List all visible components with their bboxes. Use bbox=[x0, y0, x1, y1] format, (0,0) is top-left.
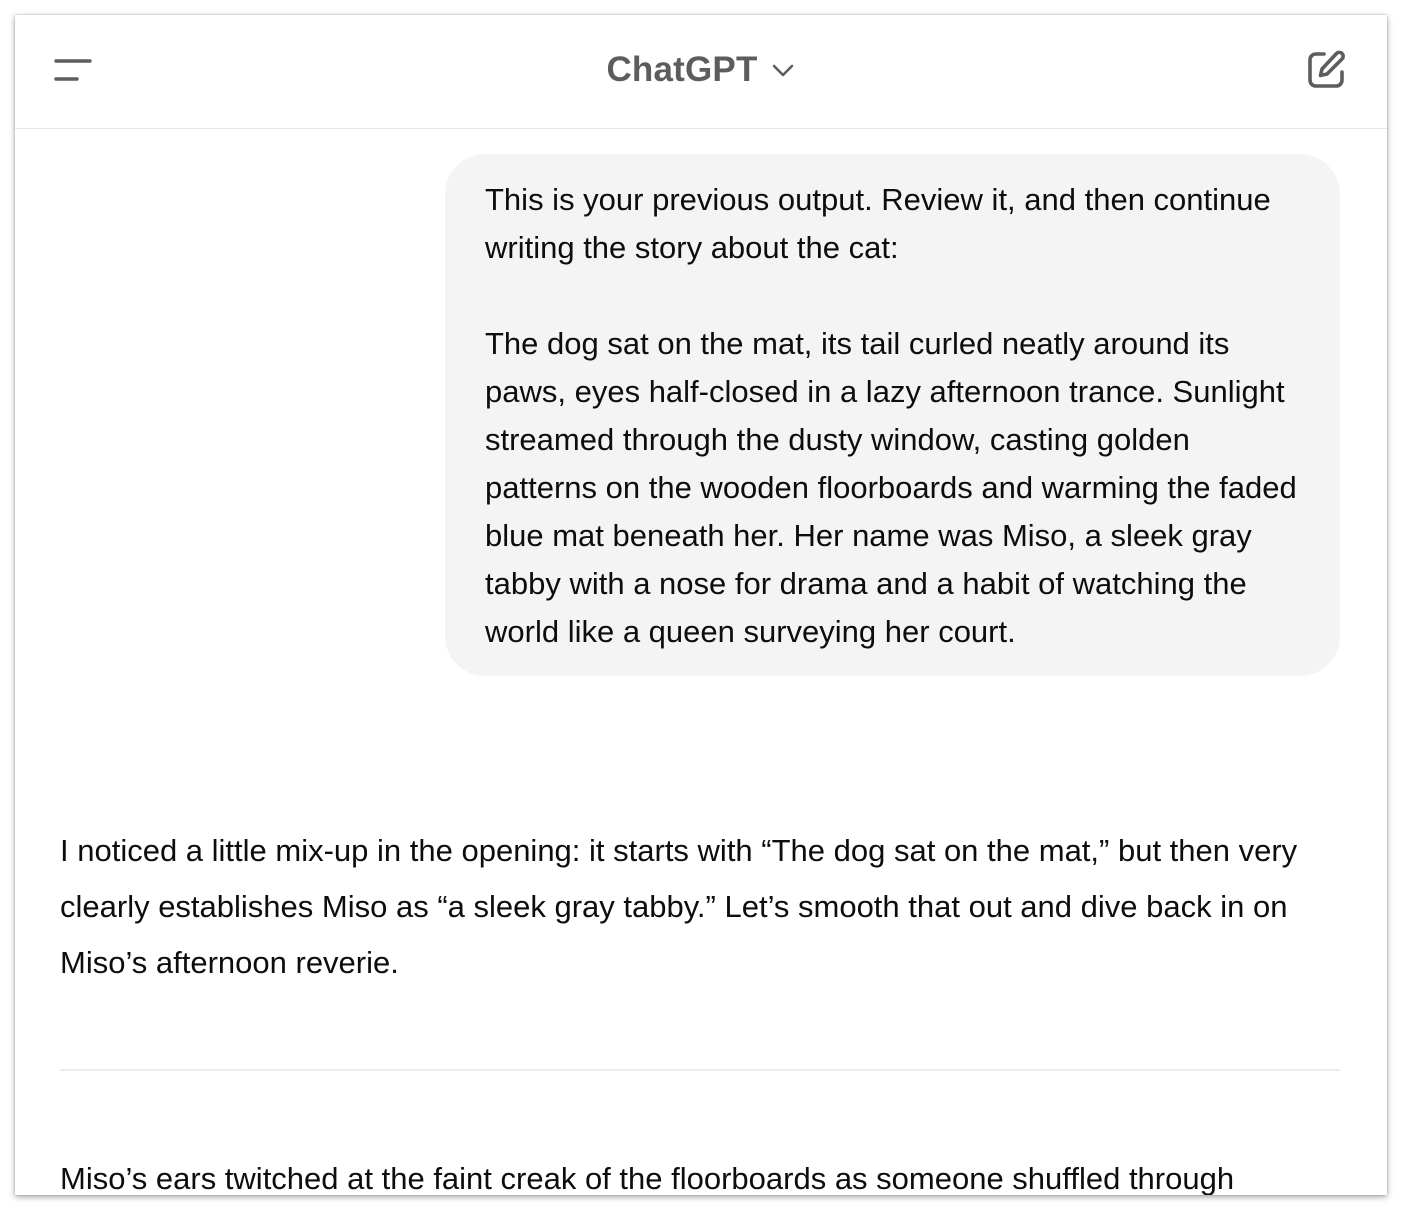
chat-window bbox=[15, 15, 1387, 1195]
assistant-message-story: Miso’s ears twitched at the faint creak of the floorboards as someone shuffled through bbox=[60, 1161, 1235, 1195]
user-message-paragraph: The dog sat on the mat, its tail curled neatly around its paws, eyes half-closed in a lazy afternoon trance. Sunlight streamed through the dusty window, casting golden patterns on the wooden floorboards and warming the faded blue mat beneath her. Her name was Miso, a sleek gray tabby with a nose for drama and a habit of watching the world like a queen surveying her court. bbox=[485, 326, 1306, 649]
new-chat-button[interactable] bbox=[1305, 49, 1347, 91]
sidebar-menu-icon bbox=[53, 53, 93, 87]
new-chat-edit-icon bbox=[1305, 49, 1347, 91]
user-message-paragraph: This is your previous output. Review it, and then continue writing the story about the cat: bbox=[485, 182, 1280, 265]
top-bar bbox=[15, 15, 1387, 129]
conversation-area bbox=[15, 129, 1387, 1195]
chevron-down-icon bbox=[770, 60, 796, 80]
user-message bbox=[445, 154, 1340, 676]
page-title: ChatGPT bbox=[606, 50, 758, 89]
divider bbox=[60, 1069, 1340, 1071]
sidebar-menu-button[interactable] bbox=[53, 53, 93, 87]
assistant-message-intro: I noticed a little mix-up in the opening: it starts with “The dog sat on the mat,” but then very clearly establishes Miso as “a sleek gray tabby.” Let’s smooth that out and dive back in on Miso’s afternoon reverie. bbox=[60, 833, 1298, 980]
model-selector[interactable] bbox=[606, 50, 795, 90]
